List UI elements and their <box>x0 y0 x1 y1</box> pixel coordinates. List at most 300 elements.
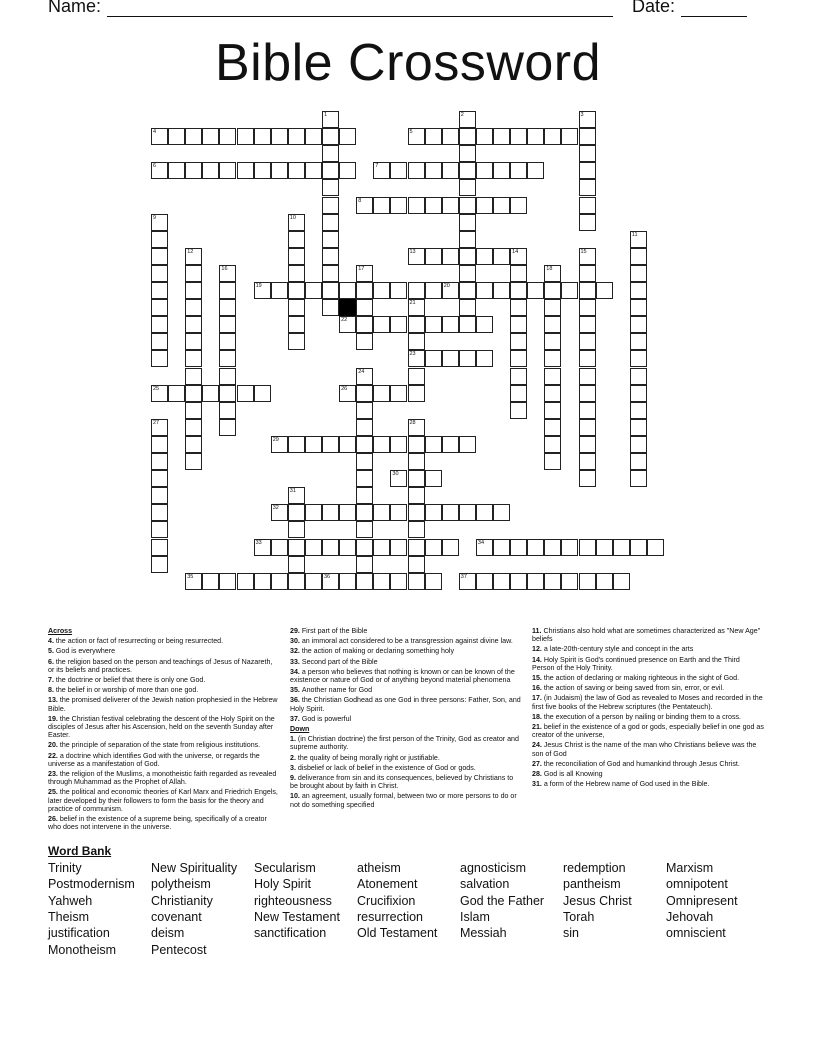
grid-cell[interactable] <box>630 265 647 282</box>
grid-cell[interactable] <box>151 350 168 367</box>
grid-cell[interactable] <box>630 316 647 333</box>
grid-cell[interactable] <box>408 385 425 402</box>
grid-cell[interactable] <box>185 333 202 350</box>
grid-cell[interactable] <box>271 162 288 179</box>
grid-cell[interactable] <box>476 316 493 333</box>
grid-cell[interactable] <box>510 128 527 145</box>
grid-cell[interactable] <box>544 282 561 299</box>
grid-cell[interactable] <box>561 539 578 556</box>
grid-cell[interactable] <box>544 128 561 145</box>
grid-cell[interactable] <box>442 436 459 453</box>
grid-cell[interactable] <box>476 504 493 521</box>
grid-cell[interactable] <box>459 282 476 299</box>
grid-cell[interactable] <box>630 453 647 470</box>
grid-cell[interactable] <box>373 282 390 299</box>
grid-cell[interactable] <box>408 453 425 470</box>
grid-cell[interactable] <box>390 436 407 453</box>
grid-cell[interactable] <box>356 368 373 385</box>
grid-cell[interactable] <box>544 573 561 590</box>
grid-cell[interactable] <box>408 368 425 385</box>
grid-cell[interactable] <box>408 162 425 179</box>
grid-cell[interactable] <box>322 299 339 316</box>
grid-cell[interactable] <box>322 145 339 162</box>
grid-cell[interactable] <box>596 539 613 556</box>
grid-cell[interactable] <box>442 128 459 145</box>
grid-cell[interactable] <box>271 573 288 590</box>
grid-cell[interactable] <box>510 265 527 282</box>
grid-cell[interactable] <box>356 385 373 402</box>
grid-cell[interactable] <box>425 197 442 214</box>
grid-cell[interactable] <box>305 573 322 590</box>
grid-cell[interactable] <box>219 128 236 145</box>
grid-cell[interactable] <box>442 504 459 521</box>
grid-cell[interactable] <box>476 573 493 590</box>
grid-cell[interactable] <box>219 402 236 419</box>
grid-cell[interactable] <box>425 436 442 453</box>
grid-cell[interactable] <box>288 248 305 265</box>
grid-cell[interactable] <box>579 145 596 162</box>
grid-cell[interactable] <box>579 162 596 179</box>
grid-cell[interactable] <box>322 265 339 282</box>
grid-cell[interactable] <box>202 573 219 590</box>
grid-cell[interactable] <box>579 402 596 419</box>
grid-cell[interactable] <box>151 128 168 145</box>
grid-cell[interactable] <box>510 282 527 299</box>
grid-cell[interactable] <box>493 573 510 590</box>
grid-cell[interactable] <box>219 419 236 436</box>
grid-cell[interactable] <box>527 573 544 590</box>
grid-cell[interactable] <box>510 162 527 179</box>
grid-cell[interactable] <box>185 453 202 470</box>
grid-cell[interactable] <box>151 333 168 350</box>
grid-cell[interactable] <box>237 573 254 590</box>
grid-cell[interactable] <box>459 504 476 521</box>
grid-cell[interactable] <box>271 128 288 145</box>
grid-cell[interactable] <box>544 385 561 402</box>
grid-cell[interactable] <box>219 299 236 316</box>
grid-cell[interactable] <box>408 539 425 556</box>
grid-cell[interactable] <box>373 197 390 214</box>
grid-cell[interactable] <box>510 350 527 367</box>
grid-cell[interactable] <box>493 197 510 214</box>
grid-cell[interactable] <box>356 299 373 316</box>
grid-cell[interactable] <box>185 436 202 453</box>
grid-cell[interactable] <box>219 162 236 179</box>
grid-cell[interactable] <box>579 248 596 265</box>
grid-cell[interactable] <box>544 402 561 419</box>
grid-cell[interactable] <box>390 385 407 402</box>
grid-cell[interactable] <box>459 214 476 231</box>
grid-cell[interactable] <box>510 316 527 333</box>
grid-cell[interactable] <box>510 248 527 265</box>
grid-cell[interactable] <box>390 316 407 333</box>
grid-cell[interactable] <box>630 402 647 419</box>
grid-cell[interactable] <box>151 231 168 248</box>
grid-cell[interactable] <box>339 436 356 453</box>
grid-cell[interactable] <box>459 299 476 316</box>
grid-cell[interactable] <box>151 248 168 265</box>
grid-cell[interactable] <box>579 350 596 367</box>
grid-cell[interactable] <box>408 556 425 573</box>
grid-cell[interactable] <box>339 128 356 145</box>
grid-cell[interactable] <box>288 573 305 590</box>
grid-cell[interactable] <box>510 573 527 590</box>
grid-cell[interactable] <box>288 316 305 333</box>
grid-cell[interactable] <box>288 521 305 538</box>
grid-cell[interactable] <box>185 282 202 299</box>
grid-cell[interactable] <box>322 539 339 556</box>
grid-cell[interactable] <box>151 453 168 470</box>
grid-cell[interactable] <box>630 350 647 367</box>
grid-cell[interactable] <box>356 282 373 299</box>
grid-cell[interactable] <box>322 197 339 214</box>
grid-cell[interactable] <box>459 179 476 196</box>
grid-cell[interactable] <box>339 385 356 402</box>
grid-cell[interactable] <box>305 282 322 299</box>
grid-cell[interactable] <box>596 282 613 299</box>
grid-cell[interactable] <box>579 316 596 333</box>
grid-cell[interactable] <box>630 385 647 402</box>
grid-cell[interactable] <box>476 197 493 214</box>
grid-cell[interactable] <box>459 111 476 128</box>
grid-cell[interactable] <box>390 197 407 214</box>
grid-cell[interactable] <box>254 539 271 556</box>
grid-cell[interactable] <box>305 436 322 453</box>
grid-cell[interactable] <box>305 162 322 179</box>
grid-cell[interactable] <box>408 470 425 487</box>
grid-cell[interactable] <box>202 128 219 145</box>
grid-cell[interactable] <box>322 504 339 521</box>
grid-cell[interactable] <box>185 248 202 265</box>
grid-cell[interactable] <box>322 179 339 196</box>
grid-cell[interactable] <box>544 316 561 333</box>
grid-cell[interactable] <box>151 299 168 316</box>
grid-cell[interactable] <box>408 350 425 367</box>
grid-cell[interactable] <box>544 350 561 367</box>
grid-cell[interactable] <box>442 316 459 333</box>
grid-cell[interactable] <box>288 504 305 521</box>
grid-cell[interactable] <box>579 282 596 299</box>
grid-cell[interactable] <box>322 128 339 145</box>
grid-cell[interactable] <box>425 350 442 367</box>
grid-cell[interactable] <box>425 128 442 145</box>
grid-cell[interactable] <box>493 539 510 556</box>
grid-cell[interactable] <box>219 265 236 282</box>
grid-cell[interactable] <box>630 419 647 436</box>
grid-cell[interactable] <box>493 282 510 299</box>
grid-cell[interactable] <box>442 282 459 299</box>
grid-cell[interactable] <box>630 248 647 265</box>
grid-cell[interactable] <box>373 162 390 179</box>
grid-cell[interactable] <box>579 197 596 214</box>
grid-cell[interactable] <box>271 504 288 521</box>
grid-cell[interactable] <box>288 487 305 504</box>
grid-cell[interactable] <box>219 385 236 402</box>
grid-cell[interactable] <box>425 316 442 333</box>
grid-cell[interactable] <box>459 248 476 265</box>
grid-cell[interactable] <box>408 299 425 316</box>
grid-cell[interactable] <box>339 573 356 590</box>
grid-cell[interactable] <box>219 316 236 333</box>
grid-cell[interactable] <box>356 333 373 350</box>
grid-cell[interactable] <box>613 539 630 556</box>
grid-cell[interactable] <box>476 162 493 179</box>
grid-cell[interactable] <box>202 162 219 179</box>
grid-cell[interactable] <box>408 282 425 299</box>
grid-cell[interactable] <box>185 385 202 402</box>
grid-cell[interactable] <box>459 128 476 145</box>
grid-cell[interactable] <box>459 350 476 367</box>
grid-cell[interactable] <box>151 385 168 402</box>
grid-cell[interactable] <box>408 504 425 521</box>
grid-cell[interactable] <box>185 368 202 385</box>
grid-cell[interactable] <box>390 470 407 487</box>
grid-cell[interactable] <box>168 162 185 179</box>
grid-cell[interactable] <box>476 248 493 265</box>
grid-cell[interactable] <box>356 419 373 436</box>
grid-cell[interactable] <box>322 162 339 179</box>
grid-cell[interactable] <box>510 299 527 316</box>
grid-cell[interactable] <box>527 128 544 145</box>
grid-cell[interactable] <box>151 470 168 487</box>
grid-cell[interactable] <box>596 573 613 590</box>
grid-cell[interactable] <box>185 402 202 419</box>
grid-cell[interactable] <box>151 539 168 556</box>
grid-cell[interactable] <box>151 162 168 179</box>
grid-cell[interactable] <box>579 436 596 453</box>
grid-cell[interactable] <box>271 436 288 453</box>
grid-cell[interactable] <box>219 282 236 299</box>
grid-cell[interactable] <box>459 316 476 333</box>
grid-cell[interactable] <box>527 162 544 179</box>
grid-cell[interactable] <box>459 265 476 282</box>
grid-cell[interactable] <box>254 573 271 590</box>
grid-cell[interactable] <box>510 197 527 214</box>
grid-cell[interactable] <box>459 162 476 179</box>
grid-cell[interactable] <box>510 368 527 385</box>
grid-cell[interactable] <box>493 162 510 179</box>
grid-cell[interactable] <box>322 111 339 128</box>
grid-cell[interactable] <box>442 162 459 179</box>
grid-cell[interactable] <box>356 539 373 556</box>
grid-cell[interactable] <box>288 333 305 350</box>
grid-cell[interactable] <box>254 162 271 179</box>
grid-cell[interactable] <box>356 556 373 573</box>
grid-cell[interactable] <box>356 573 373 590</box>
grid-cell[interactable] <box>339 316 356 333</box>
grid-cell[interactable] <box>339 282 356 299</box>
grid-cell[interactable] <box>219 350 236 367</box>
grid-cell[interactable] <box>322 214 339 231</box>
grid-cell[interactable] <box>322 248 339 265</box>
grid-cell[interactable] <box>356 436 373 453</box>
grid-cell[interactable] <box>579 453 596 470</box>
grid-cell[interactable] <box>579 333 596 350</box>
grid-cell[interactable] <box>305 504 322 521</box>
grid-cell[interactable] <box>544 265 561 282</box>
grid-cell[interactable] <box>579 111 596 128</box>
grid-cell[interactable] <box>544 299 561 316</box>
grid-cell[interactable] <box>579 128 596 145</box>
grid-cell[interactable] <box>271 539 288 556</box>
grid-cell[interactable] <box>630 539 647 556</box>
grid-cell[interactable] <box>408 487 425 504</box>
grid-cell[interactable] <box>459 436 476 453</box>
grid-cell[interactable] <box>288 128 305 145</box>
grid-cell[interactable] <box>442 197 459 214</box>
grid-cell[interactable] <box>288 282 305 299</box>
grid-cell[interactable] <box>219 573 236 590</box>
grid-cell[interactable] <box>356 504 373 521</box>
grid-cell[interactable] <box>237 162 254 179</box>
grid-cell[interactable] <box>459 197 476 214</box>
grid-cell[interactable] <box>425 282 442 299</box>
grid-cell[interactable] <box>579 385 596 402</box>
grid-cell[interactable] <box>408 436 425 453</box>
grid-cell[interactable] <box>151 556 168 573</box>
grid-cell[interactable] <box>288 556 305 573</box>
grid-cell[interactable] <box>373 504 390 521</box>
grid-cell[interactable] <box>151 504 168 521</box>
grid-cell[interactable] <box>390 282 407 299</box>
grid-cell[interactable] <box>168 128 185 145</box>
grid-cell[interactable] <box>476 128 493 145</box>
grid-cell[interactable] <box>237 128 254 145</box>
grid-cell[interactable] <box>151 436 168 453</box>
grid-cell[interactable] <box>579 470 596 487</box>
grid-cell[interactable] <box>493 504 510 521</box>
grid-cell[interactable] <box>544 333 561 350</box>
grid-cell[interactable] <box>408 316 425 333</box>
grid-cell[interactable] <box>527 282 544 299</box>
grid-cell[interactable] <box>442 539 459 556</box>
grid-cell[interactable] <box>356 402 373 419</box>
grid-cell[interactable] <box>544 368 561 385</box>
grid-cell[interactable] <box>185 128 202 145</box>
grid-cell[interactable] <box>408 419 425 436</box>
grid-cell[interactable] <box>527 539 544 556</box>
grid-cell[interactable] <box>425 162 442 179</box>
grid-cell[interactable] <box>288 539 305 556</box>
grid-cell[interactable] <box>561 282 578 299</box>
grid-cell[interactable] <box>373 539 390 556</box>
grid-cell[interactable] <box>185 419 202 436</box>
grid-cell[interactable] <box>579 299 596 316</box>
grid-cell[interactable] <box>476 282 493 299</box>
grid-cell[interactable] <box>356 197 373 214</box>
grid-cell[interactable] <box>254 282 271 299</box>
grid-cell[interactable] <box>425 573 442 590</box>
grid-cell[interactable] <box>408 333 425 350</box>
grid-cell[interactable] <box>356 316 373 333</box>
grid-cell[interactable] <box>151 521 168 538</box>
grid-cell[interactable] <box>476 350 493 367</box>
grid-cell[interactable] <box>151 487 168 504</box>
grid-cell[interactable] <box>288 436 305 453</box>
grid-cell[interactable] <box>373 316 390 333</box>
grid-cell[interactable] <box>356 265 373 282</box>
grid-cell[interactable] <box>630 436 647 453</box>
grid-cell[interactable] <box>322 282 339 299</box>
grid-cell[interactable] <box>493 128 510 145</box>
grid-cell[interactable] <box>185 299 202 316</box>
grid-cell[interactable] <box>510 333 527 350</box>
grid-cell[interactable] <box>356 521 373 538</box>
grid-cell[interactable] <box>561 128 578 145</box>
grid-cell[interactable] <box>288 299 305 316</box>
grid-cell[interactable] <box>390 162 407 179</box>
grid-cell[interactable] <box>493 248 510 265</box>
grid-cell[interactable] <box>151 316 168 333</box>
grid-cell[interactable] <box>425 248 442 265</box>
grid-cell[interactable] <box>408 197 425 214</box>
grid-cell[interactable] <box>390 504 407 521</box>
grid-cell[interactable] <box>459 573 476 590</box>
grid-cell[interactable] <box>630 470 647 487</box>
grid-cell[interactable] <box>219 368 236 385</box>
grid-cell[interactable] <box>288 265 305 282</box>
grid-cell[interactable] <box>151 265 168 282</box>
grid-cell[interactable] <box>408 248 425 265</box>
grid-cell[interactable] <box>579 419 596 436</box>
grid-cell[interactable] <box>373 436 390 453</box>
grid-cell[interactable] <box>613 573 630 590</box>
grid-cell[interactable] <box>630 299 647 316</box>
grid-cell[interactable] <box>544 539 561 556</box>
grid-cell[interactable] <box>288 162 305 179</box>
grid-cell[interactable] <box>579 179 596 196</box>
grid-cell[interactable] <box>425 470 442 487</box>
grid-cell[interactable] <box>185 573 202 590</box>
grid-cell[interactable] <box>510 402 527 419</box>
grid-cell[interactable] <box>339 539 356 556</box>
grid-cell[interactable] <box>408 573 425 590</box>
grid-cell[interactable] <box>544 419 561 436</box>
grid-cell[interactable] <box>185 316 202 333</box>
grid-cell[interactable] <box>339 162 356 179</box>
grid-cell[interactable] <box>322 573 339 590</box>
grid-cell[interactable] <box>510 385 527 402</box>
grid-cell[interactable] <box>630 333 647 350</box>
grid-cell[interactable] <box>356 487 373 504</box>
grid-cell[interactable] <box>305 539 322 556</box>
grid-cell[interactable] <box>373 385 390 402</box>
grid-cell[interactable] <box>476 539 493 556</box>
grid-cell[interactable] <box>254 128 271 145</box>
grid-cell[interactable] <box>442 350 459 367</box>
grid-cell[interactable] <box>254 385 271 402</box>
grid-cell[interactable] <box>322 436 339 453</box>
grid-cell[interactable] <box>579 265 596 282</box>
grid-cell[interactable] <box>185 265 202 282</box>
grid-cell[interactable] <box>579 573 596 590</box>
grid-cell[interactable] <box>185 350 202 367</box>
grid-cell[interactable] <box>630 282 647 299</box>
grid-cell[interactable] <box>356 453 373 470</box>
grid-cell[interactable] <box>459 231 476 248</box>
grid-cell[interactable] <box>356 470 373 487</box>
grid-cell[interactable] <box>271 282 288 299</box>
grid-cell[interactable] <box>425 539 442 556</box>
grid-cell[interactable] <box>425 504 442 521</box>
grid-cell[interactable] <box>305 128 322 145</box>
grid-cell[interactable] <box>510 539 527 556</box>
grid-cell[interactable] <box>219 333 236 350</box>
grid-cell[interactable] <box>630 231 647 248</box>
grid-cell[interactable] <box>237 385 254 402</box>
grid-cell[interactable] <box>322 231 339 248</box>
grid-cell[interactable] <box>408 521 425 538</box>
